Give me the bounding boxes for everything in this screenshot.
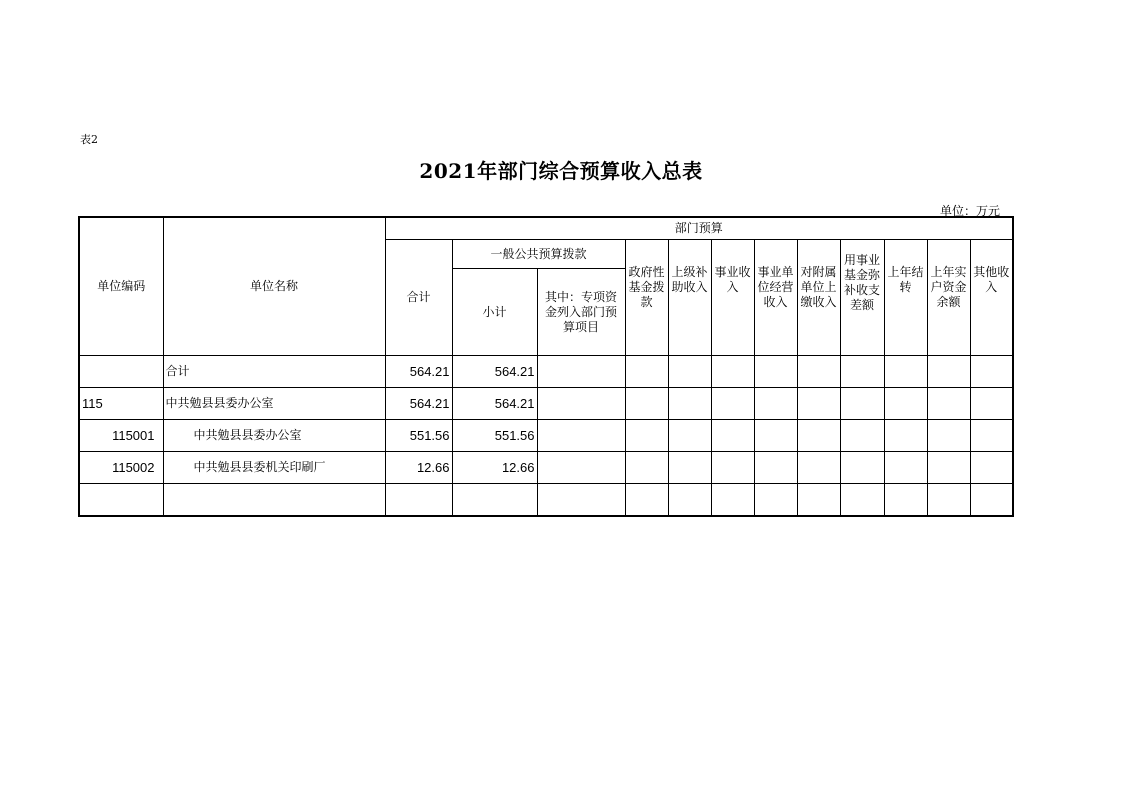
cell-unit-name: 合计 bbox=[163, 356, 385, 388]
cell-unit-code bbox=[79, 356, 163, 388]
cell-fund-offset bbox=[840, 388, 884, 420]
header-special-fund: 其中：专项资金列入部门预算项目 bbox=[537, 269, 625, 356]
cell-unit-name: 中共勉县县委办公室 bbox=[163, 388, 385, 420]
table-row bbox=[79, 356, 1013, 388]
cell-affiliated-income bbox=[797, 420, 840, 452]
cell-carryover bbox=[884, 420, 927, 452]
cell-fund-offset bbox=[840, 484, 884, 517]
cell-unit-code: 115 bbox=[79, 388, 163, 420]
table-row bbox=[79, 388, 1013, 420]
cell-special-fund bbox=[537, 356, 625, 388]
header-row-1 bbox=[79, 217, 1013, 240]
header-affiliated-income: 对附属单位上缴收入 bbox=[797, 240, 840, 356]
document-title: 2021年部门综合预算收入总表 bbox=[419, 159, 703, 183]
header-general-public-budget: 一般公共预算拨款 bbox=[452, 240, 625, 269]
header-total: 合计 bbox=[385, 240, 452, 356]
header-prior-balance: 上年实户资金余额 bbox=[927, 240, 970, 356]
cell-other-income bbox=[970, 452, 1013, 484]
cell-total: 564.21 bbox=[385, 388, 452, 420]
header-unit-name: 单位名称 bbox=[163, 217, 385, 356]
cell-subtotal bbox=[452, 484, 537, 517]
cell-business-income bbox=[711, 356, 754, 388]
cell-total: 12.66 bbox=[385, 452, 452, 484]
cell-total: 564.21 bbox=[385, 356, 452, 388]
header-carryover: 上年结转 bbox=[884, 240, 927, 356]
header-fund-offset: 用事业基金弥补收支差额 bbox=[840, 240, 884, 356]
cell-prior-balance bbox=[927, 388, 970, 420]
cell-prior-balance bbox=[927, 420, 970, 452]
cell-upper-subsidy bbox=[668, 356, 711, 388]
cell-business-income bbox=[711, 420, 754, 452]
cell-fund-offset bbox=[840, 420, 884, 452]
cell-total: 551.56 bbox=[385, 420, 452, 452]
cell-business-operating bbox=[754, 484, 797, 517]
cell-business-income bbox=[711, 484, 754, 517]
table-row bbox=[79, 452, 1013, 484]
cell-upper-subsidy bbox=[668, 420, 711, 452]
cell-subtotal: 564.21 bbox=[452, 356, 537, 388]
cell-special-fund bbox=[537, 420, 625, 452]
cell-upper-subsidy bbox=[668, 452, 711, 484]
cell-unit-name: 中共勉县县委办公室 bbox=[163, 420, 385, 452]
unit-label: 单位：万元 bbox=[940, 204, 1001, 218]
cell-subtotal: 564.21 bbox=[452, 388, 537, 420]
cell-carryover bbox=[884, 452, 927, 484]
cell-other-income bbox=[970, 484, 1013, 517]
cell-upper-subsidy bbox=[668, 484, 711, 517]
cell-other-income bbox=[970, 356, 1013, 388]
cell-other-income bbox=[970, 388, 1013, 420]
cell-unit-code: 115002 bbox=[79, 452, 163, 484]
cell-unit-code bbox=[79, 484, 163, 517]
cell-business-operating bbox=[754, 388, 797, 420]
cell-gov-fund bbox=[625, 388, 668, 420]
cell-gov-fund bbox=[625, 452, 668, 484]
header-unit-code: 单位编码 bbox=[79, 217, 163, 356]
cell-business-operating bbox=[754, 420, 797, 452]
cell-special-fund bbox=[537, 388, 625, 420]
cell-carryover bbox=[884, 388, 927, 420]
cell-business-operating bbox=[754, 356, 797, 388]
cell-affiliated-income bbox=[797, 356, 840, 388]
cell-gov-fund bbox=[625, 420, 668, 452]
cell-gov-fund bbox=[625, 356, 668, 388]
cell-carryover bbox=[884, 356, 927, 388]
header-dept-budget: 部门预算 bbox=[385, 217, 1013, 240]
header-gov-fund: 政府性基金拨款 bbox=[625, 240, 668, 356]
cell-affiliated-income bbox=[797, 388, 840, 420]
cell-unit-name: 中共勉县县委机关印刷厂 bbox=[163, 452, 385, 484]
cell-other-income bbox=[970, 420, 1013, 452]
cell-prior-balance bbox=[927, 452, 970, 484]
cell-unit-code: 115001 bbox=[79, 420, 163, 452]
cell-upper-subsidy bbox=[668, 388, 711, 420]
header-business-income: 事业收入 bbox=[711, 240, 754, 356]
table-row bbox=[79, 484, 1013, 517]
cell-subtotal: 551.56 bbox=[452, 420, 537, 452]
cell-total bbox=[385, 484, 452, 517]
cell-business-income bbox=[711, 452, 754, 484]
cell-special-fund bbox=[537, 484, 625, 517]
cell-business-operating bbox=[754, 452, 797, 484]
header-other-income: 其他收入 bbox=[970, 240, 1013, 356]
cell-affiliated-income bbox=[797, 484, 840, 517]
cell-affiliated-income bbox=[797, 452, 840, 484]
cell-business-income bbox=[711, 388, 754, 420]
cell-gov-fund bbox=[625, 484, 668, 517]
header-upper-subsidy: 上级补助收入 bbox=[668, 240, 711, 356]
cell-prior-balance bbox=[927, 484, 970, 517]
cell-unit-name bbox=[163, 484, 385, 517]
header-subtotal: 小计 bbox=[452, 269, 537, 356]
table-number-label: 表2 bbox=[80, 133, 98, 146]
cell-carryover bbox=[884, 484, 927, 517]
budget-income-table bbox=[78, 216, 1014, 517]
cell-fund-offset bbox=[840, 356, 884, 388]
cell-prior-balance bbox=[927, 356, 970, 388]
cell-fund-offset bbox=[840, 452, 884, 484]
cell-special-fund bbox=[537, 452, 625, 484]
header-business-operating: 事业单位经营收入 bbox=[754, 240, 797, 356]
cell-subtotal: 12.66 bbox=[452, 452, 537, 484]
table-row bbox=[79, 420, 1013, 452]
